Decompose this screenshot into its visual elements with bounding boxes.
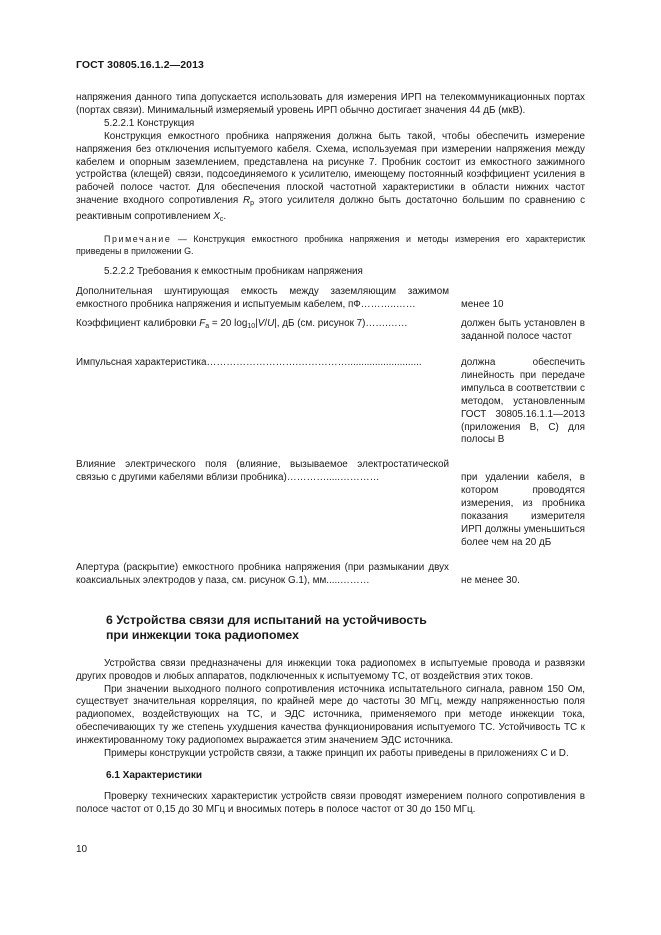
v-symbol: V <box>257 318 265 330</box>
construction-text: Конструкция емкостного пробника напряжения должна быть такой, чтобы обеспечить измерение напряжения без отключения испытуемого кабеля. Схема, используемая при измерении напряжения между кабелем и опорным заземлением, представлена на рисунке 7. Пробник состоит из емкостного зажимного устройства (клещей) связи, подсоединяемого к усилителю, имеющему постоянный коэффициент усиления в рабочей полосе частот. Для обеспечения плоской частотной характеристики в области нижних частот значение входного сопротивления <box>76 130 585 207</box>
requirement-row <box>76 459 585 549</box>
cal-text-c: | <box>255 318 258 330</box>
requirement-parameter: Дополнительная шунтирующая емкость между заземляющим зажимом емкостного пробника напряжения и испытуемым кабелем, пФ………..…… <box>76 286 449 311</box>
section-6-1-paragraph: Проверку технических характеристик устройств связи проводят измерением полного сопротивления в полосе частот от 0,15 до 30 МГц и вносимых потерь в полосе частот от 30 до 150 МГц. <box>76 790 585 815</box>
subsection-5-2-2-2-heading: 5.2.2.2 Требования к емкостным пробникам напряжения <box>104 266 363 278</box>
construction-paragraph <box>76 131 585 227</box>
section-6-paragraph-2: При значении выходного полного сопротивления источника испытательного сигнала, равном 150 Ом, существует значительная корреляция, по крайней мере до частоты 30 МГц, между напряженностью поля радиопомех, воздействующих на ТС, и ЭДС источника, применяемого при методе инжекции тока, обеспечивающих ту же степень ухудшения качества функционирования испытуемого ТС. Устойчивость ТС к инжектированному току радиопомех выражается этим значением ЭДС источника. <box>76 683 585 747</box>
construction-text-2: этого усилителя должно быть достаточно большим по сравнению с реактивным сопротивлением <box>76 195 586 223</box>
cal-text-d: / <box>264 318 268 330</box>
requirement-parameter: Влияние электрического поля (влияние, вызываемое электростатической связью с другими кабелями вблизи пробника)………….....………… <box>76 459 449 484</box>
construction-text-3: . <box>223 211 227 223</box>
note-label: Примечание <box>104 234 172 245</box>
log-subscript: 10 <box>247 323 256 331</box>
rp-subscript: p <box>250 200 255 208</box>
page-number: 10 <box>76 844 88 855</box>
subsection-5-2-2-1-heading: 5.2.2.1 Конструкция <box>104 117 195 129</box>
page-content <box>76 92 585 817</box>
section-6-title <box>106 613 585 644</box>
xc-subscript: c <box>219 216 224 224</box>
requirements-list <box>76 286 585 587</box>
requirement-row <box>76 318 585 344</box>
cal-text-e: |, дБ (см. рисунок 7)…….…… <box>274 318 408 330</box>
fa-symbol: F <box>199 318 206 330</box>
fa-subscript: a <box>205 323 210 331</box>
section-6-title-line-2: при инжекции тока радиопомех <box>106 628 299 643</box>
requirement-value <box>461 459 585 549</box>
section-6-1-title: 6.1 Характеристики <box>106 769 203 781</box>
xc-symbol: X <box>213 211 220 223</box>
standard-header: ГОСТ 30805.16.1.2—2013 <box>76 59 204 71</box>
requirement-value: должна обеспечить линейность при передаче импульса в соответствии с методом, установленным ГОСТ 30805.16.1.1—2013 (приложения B, C) для полосы B <box>461 357 585 446</box>
requirement-row <box>76 562 585 588</box>
section-6-paragraph-3: Примеры конструкции устройств связи, а также принцип их работы приведены в приложениях C и D. <box>104 748 569 760</box>
u-symbol: U <box>267 318 275 330</box>
requirement-row <box>76 286 585 312</box>
requirement-value <box>461 286 585 312</box>
note-paragraph <box>76 234 585 257</box>
requirement-row <box>76 357 585 447</box>
section-6-title-line-1: 6 Устройства связи для испытаний на устойчивость <box>106 612 427 627</box>
requirement-parameter: Апертура (раскрытие) емкостного пробника напряжения (при размыкании двух коаксиальных электродов у паза, см. рисунок G.1), мм.....……… <box>76 561 449 586</box>
requirement-value <box>461 562 585 588</box>
requirement-value: должен быть установлен в заданной полосе частот <box>461 318 585 343</box>
requirement-value-text: не менее 30. <box>461 574 520 586</box>
section-6-paragraph-1: Устройства связи предназначены для инжекции тока радиопомех в испытуемые провода и развязки других проводов и любых аппаратов, подключенных к испытуемому ТС, от воздействия этих токов. <box>76 657 585 682</box>
cal-text-a: Коэффициент калибровки <box>76 318 200 330</box>
cal-text-b: = 20 log <box>209 318 248 330</box>
note-text: — Конструкция емкостного пробника напряжения и методы измерения его характеристик приведены в приложении G. <box>76 234 585 256</box>
requirement-value-text: при удалении кабеля, в котором проводятся измерения, из пробника показания измерителя ИРП должны уменьшиться более чем на 20 дБ <box>461 472 585 548</box>
requirement-parameter: Импульсная характеристика……………………….……………........................... <box>76 357 422 368</box>
intro-paragraph: напряжения данного типа допускается использовать для измерения ИРП на телекоммуникационных портах (портах связи). Минимальный измеряемый уровень ИРП обычно достигает значения 44 дБ (мкВ). <box>76 92 585 116</box>
requirement-value-text: менее 10 <box>461 299 504 311</box>
rp-symbol: R <box>243 195 251 207</box>
requirement-parameter <box>76 318 461 344</box>
